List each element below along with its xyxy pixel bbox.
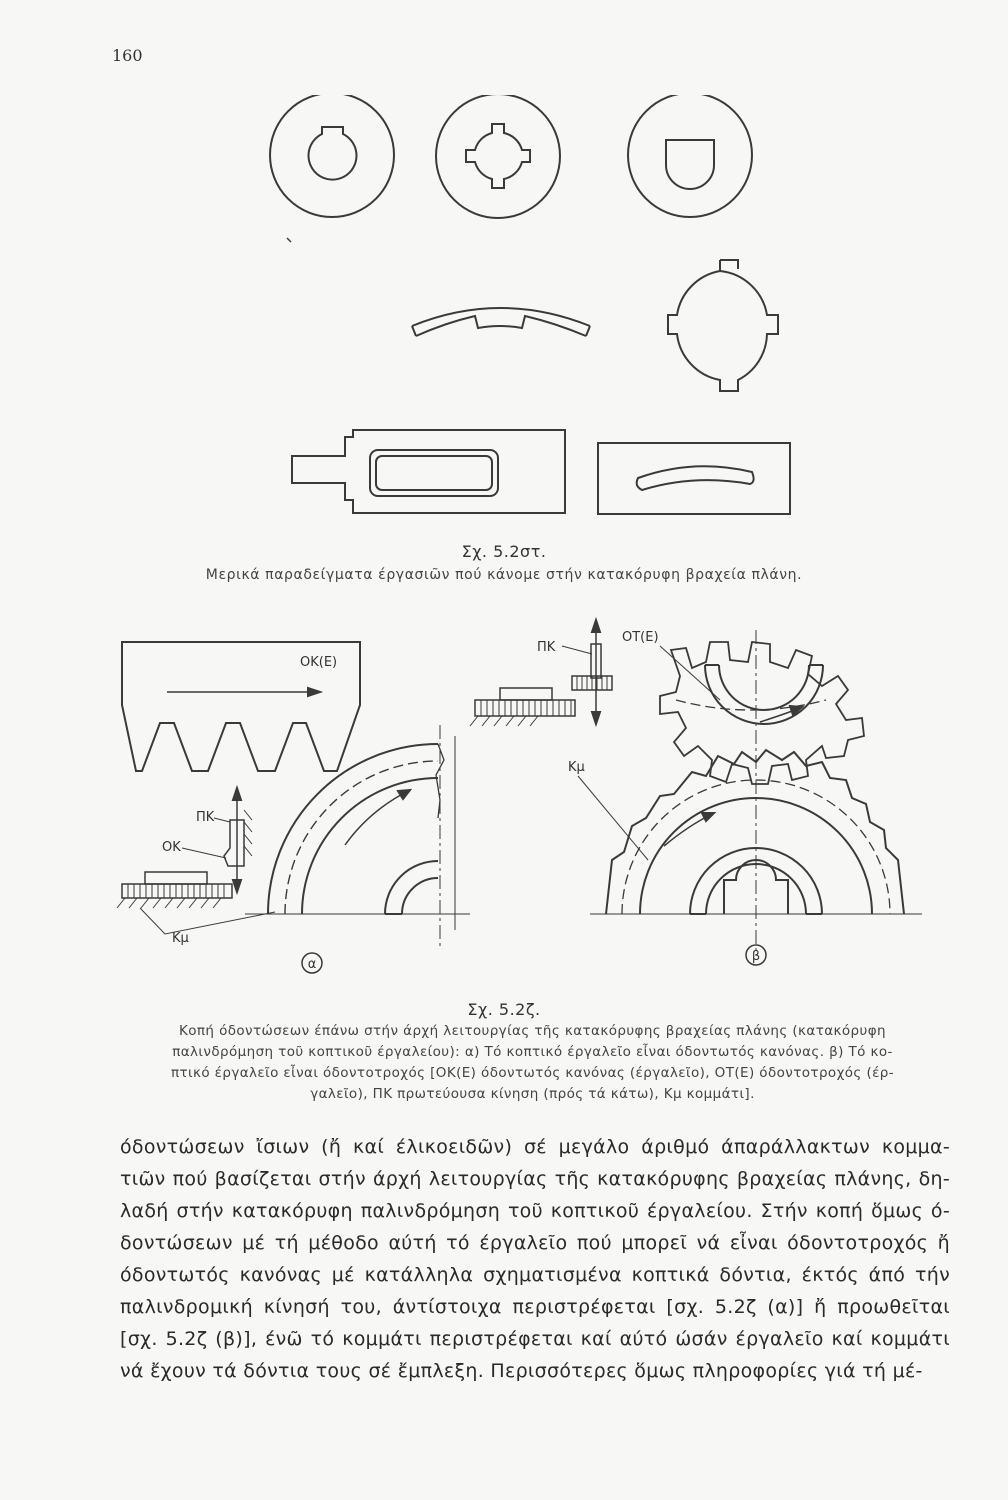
washer-d-hole <box>628 95 752 217</box>
curved-segment <box>412 308 590 336</box>
rack-cutter <box>122 642 360 771</box>
body-line: παλινδρομική κίνησή του, άντίστοιχα περιστρέφεται [σχ. 5.2ζ (α)] ἤ προωθεῖται <box>120 1296 950 1318</box>
disc-external-lugs <box>668 260 778 391</box>
washer-single-keyway <box>270 95 394 217</box>
figure-gear-cutting <box>0 615 1008 995</box>
label-ok-e: ΟΚ(Ε) <box>300 655 338 670</box>
side-view-b <box>470 620 648 860</box>
body-paragraph <box>120 1131 950 1387</box>
washer-four-keyways <box>436 95 560 218</box>
figure-2-caption <box>120 1021 945 1105</box>
body-line: όδοντωτός κανόνας μέ κατάλληλα σχηματισμένα κοπτικά δόντια, έκτός άπό τήν <box>120 1264 950 1286</box>
caption-line: Κοπή όδοντώσεων έπάνω στήν άρχή λειτουργίας τῆς κατακόρυφης βραχείας πλάνης (κατακόρυφη <box>178 1023 887 1039</box>
caption-line: γαλεῖο), ΠΚ πρωτεύουσα κίνηση (πρός τά κάτω), Κμ κομμάτι]. <box>310 1086 755 1102</box>
label-km-b: Κμ <box>568 760 585 775</box>
label-pk-b: ΠΚ <box>537 640 556 655</box>
body-line: δοντώσεων μέ τή μέθοδο αύτή τό έργαλεῖο πού μπορεῖ νά εἶναι όδοντοτροχός ἤ <box>120 1232 950 1254</box>
body-line: νά ἔχουν τά δόντια τους σέ ἔμπλεξη. Περισσότερες ὅμως πληροφορίες γιά τή μέ- <box>120 1360 923 1382</box>
label-ot-e: ΟΤ(Ε) <box>622 630 659 645</box>
body-line: [σχ. 5.2ζ (β)], ένῶ τό κομμάτι περιστρέφεται καί αύτό ώσάν έργαλεῖο καί κομμάτι <box>120 1328 950 1350</box>
page-number: 160 <box>112 46 143 65</box>
label-km-a: Κμ <box>172 931 189 946</box>
caption-line: πτικό έργαλεῖο εἶναι όδοντοτροχός [ΟΚ(Ε) όδοντωτός κανόνας (έργαλεῖο), ΟΤ(Ε) όδοντοτροχός (έρ- <box>170 1065 895 1081</box>
label-alpha: α <box>307 957 317 972</box>
plate-curved-slot <box>598 443 790 514</box>
slotted-bar <box>292 430 565 513</box>
label-pk-a: ΠΚ <box>196 810 215 825</box>
body-line: όδοντώσεων ἴσιων (ἤ καί έλικοειδῶν) σέ μεγάλο άριθμό άπαράλλακτων κομμα- <box>120 1136 950 1158</box>
figure-1-caption: Μερικά παραδείγματα έργασιῶν πού κάνομε στήν κατακόρυφη βραχεία πλάνη. <box>205 567 803 583</box>
label-beta: β <box>751 949 761 964</box>
caption-line: παλινδρόμηση τοῦ κοπτικοῦ έργαλείου): α) Τό κοπτικό έργαλεῖο εἶναι όδοντωτός κανόνας. β) Τό κο- <box>172 1044 893 1060</box>
figure-workpieces <box>0 95 1008 525</box>
side-view-a <box>117 788 275 946</box>
body-line: λαδή στήν κατακόρυφη παλινδρόμηση τοῦ κοπτικοῦ έργαλείου. Στήν κοπή ὅμως ό- <box>120 1200 950 1222</box>
tool-gear <box>622 630 864 784</box>
body-line: τιῶν πού βασίζεται στήν άρχή λειτουργίας τῆς κατακόρυφης βραχείας πλάνης, δη- <box>120 1168 950 1190</box>
label-ok: ΟΚ <box>162 840 181 855</box>
workpiece-b <box>455 630 922 950</box>
figure-2-title: Σχ. 5.2ζ. <box>467 1000 541 1019</box>
figure-1-title: Σχ. 5.2στ. <box>461 542 547 561</box>
